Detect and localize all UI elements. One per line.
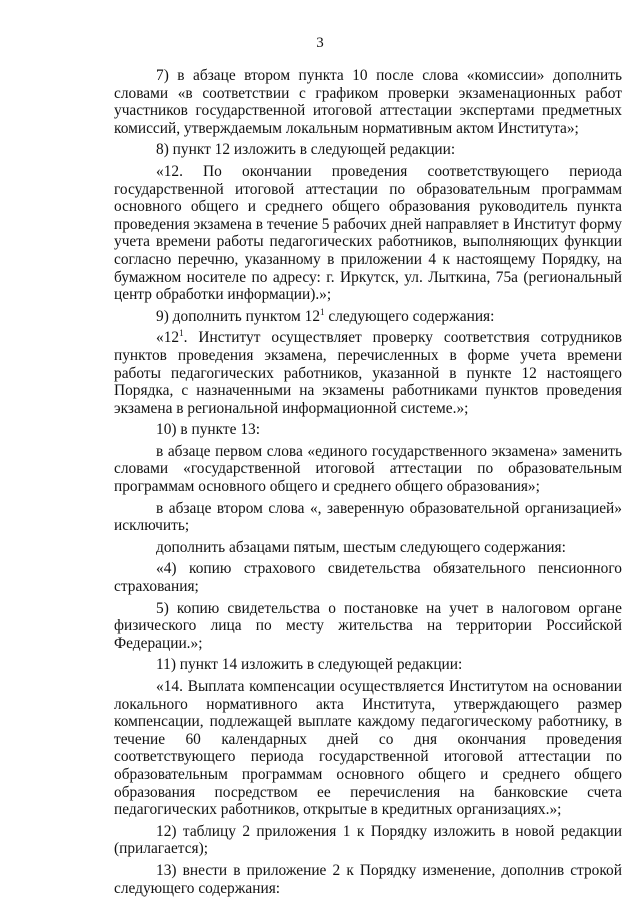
- superscript: 1: [320, 306, 325, 317]
- superscript: 1: [179, 328, 184, 339]
- paragraph-9-text: 9) дополнить пунктом 12: [156, 307, 321, 325]
- paragraph-12-table: 12) таблицу 2 приложения 1 к Порядку изложить в новой редакции (прилагается);: [114, 822, 622, 858]
- paragraph-13-abzac-1: в абзаце первом слова «единого государственного экзамена» заменить словами «государственной итоговой аттестации по образовательным программам основного общего и среднего общего образования»;: [114, 442, 622, 496]
- paragraph-8: 8) пункт 12 изложить в следующей редакции:: [156, 141, 456, 159]
- document-body: [114, 67, 622, 901]
- paragraph-14-text: «14. Выплата компенсации осуществляется Институтом на основании локального нормативного акта Института, утверждающего размер компенсации, подлежащей выплате каждому педагогическому работнику, в течение 60 календарных дней со дня окончания проведения соответствующего периода государственной итоговой аттестации по образовательным программам основного общего и среднего общего образования посредством ее перечисления на банковские счета педагогических работников, открытые в кредитных организациях.»;: [114, 678, 622, 819]
- paragraph-13-abzac-2: в абзаце втором слова «, заверенную образовательной организацией» исключить;: [114, 499, 622, 535]
- paragraph-13-add: дополнить абзацами пятым, шестым следующего содержания:: [156, 538, 566, 556]
- paragraph-12-text: «12. По окончании проведения соответствующего периода государственной итоговой аттестации по образовательным программам основного общего и среднего общего образования руководитель пункта проведения экзамена в течение 5 рабочих дней направляет в Институт форму учета времени работы педагогических работников, выполняющих функции согласно перечню, указанному в приложении 4 к настоящему Порядку, на бумажном носителе по адресу: г. Иркутск, ул. Лыткина, 75а (региональный центр обработки информации).»;: [114, 162, 622, 304]
- paragraph-9: [114, 308, 622, 326]
- paragraph-11: 11) пункт 14 изложить в следующей редакции:: [156, 656, 463, 674]
- paragraph-12-1-body: . Институт осуществляет проверку соответствия сотрудников пунктов проведения экзамена, перечисленных в форме учета времени работы педагогических работников, указанной в пункте 12 настоящего Порядка, с назначенными на экзамены работниками пунктов проведения экзамена в региональной информационной системе.»;: [114, 329, 622, 417]
- paragraph-12-1-text: [114, 329, 622, 417]
- paragraph-13-appendix: 13) внести в приложение 2 к Порядку изменение, дополнив строкой следующего содержания:: [114, 861, 622, 897]
- paragraph-12-1-start: «12: [156, 329, 180, 347]
- paragraph-13-item-5: 5) копию свидетельства о постановке на учет в налоговом органе физического лица по месту жительства на территории Российской Федерации.»;: [114, 599, 622, 652]
- paragraph-10: 10) в пункте 13:: [156, 421, 260, 439]
- paragraph-9-tail: следующего содержания:: [324, 307, 495, 325]
- paragraph-7: 7) в абзаце втором пункта 10 после слова «комиссии» дополнить словами «в соответствии с графиком проверки экзаменационных работ участников государственной итоговой аттестации экспертами предметных комиссий, утверждаемым локальным нормативным актом Института»;: [114, 67, 622, 137]
- page-number: 3: [316, 35, 324, 51]
- paragraph-13-item-4: «4) копию страхового свидетельства обязательного пенсионного страхования;: [114, 560, 622, 596]
